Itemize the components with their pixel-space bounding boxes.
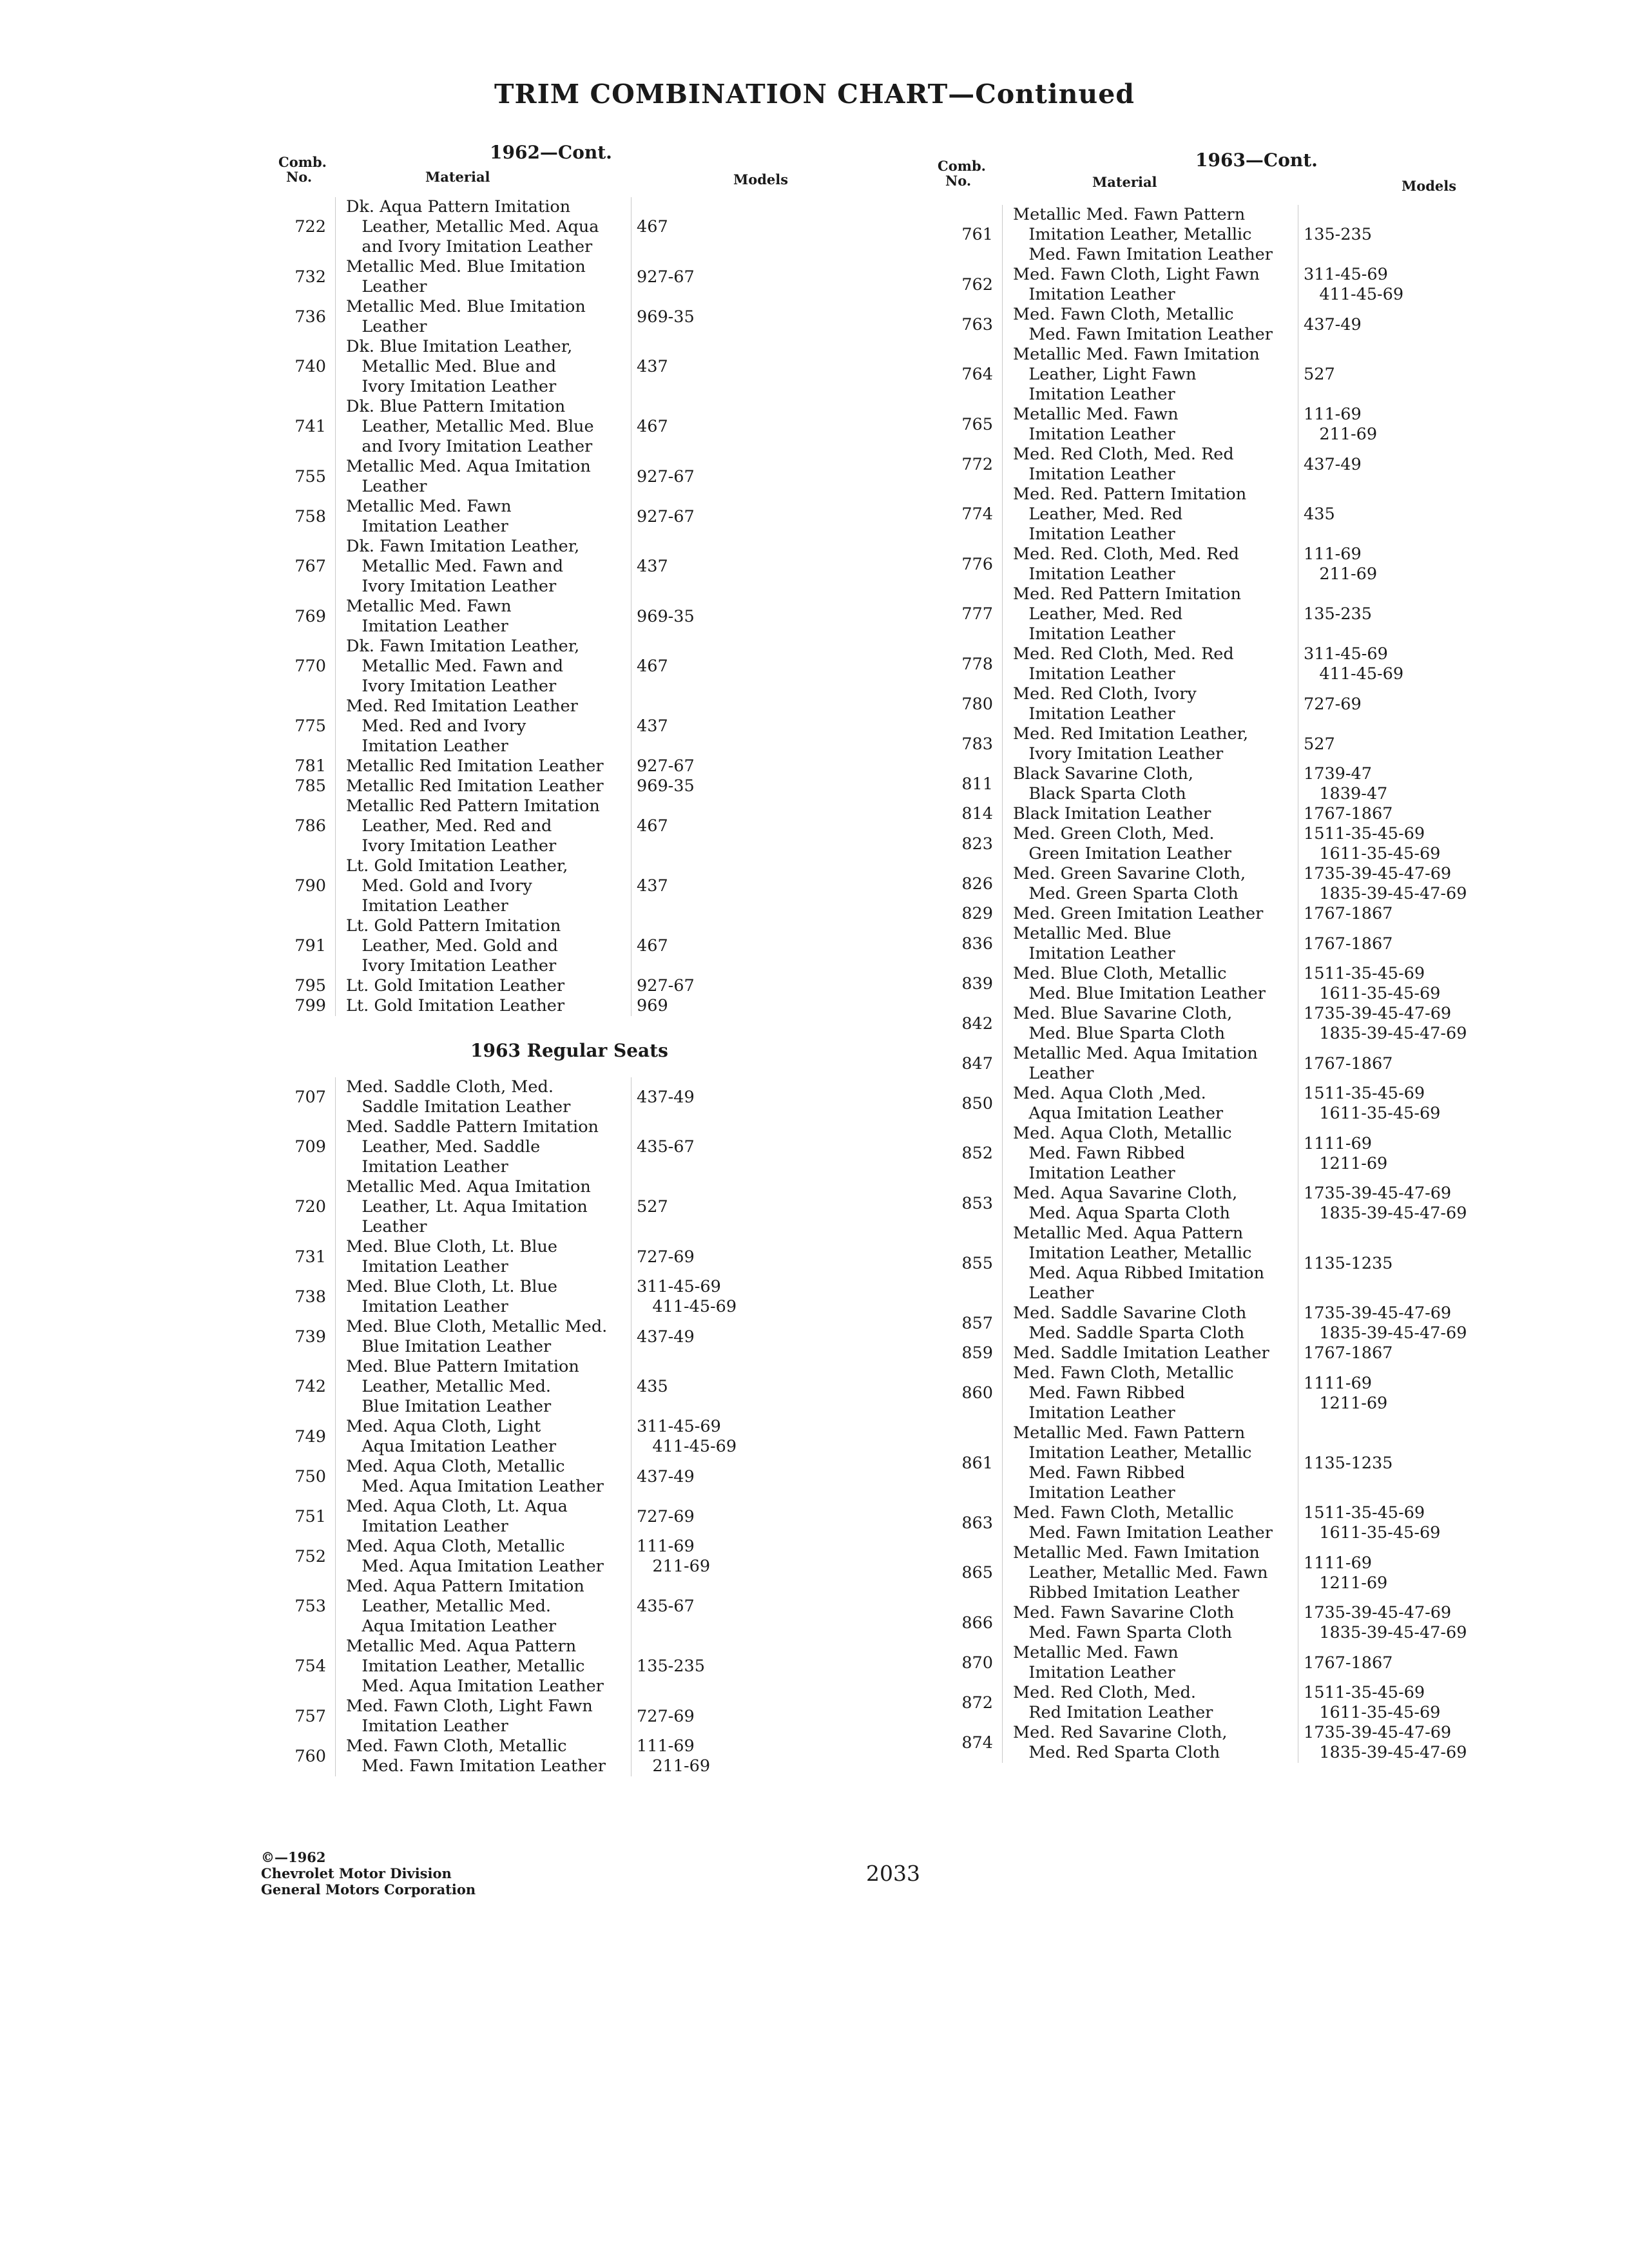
table-row (271, 1277, 863, 1317)
models-cell: 1135-1235 (1304, 1253, 1393, 1273)
comb-number: 763 (961, 314, 993, 334)
comb-number: 709 (294, 1137, 326, 1157)
comb-number: 767 (294, 557, 326, 576)
comb-number: 754 (294, 1657, 326, 1676)
material-cell: Dk. Aqua Pattern Imitation Leather, Metallic Med. Aqua and Ivory Imitation Leather (335, 197, 631, 257)
models-cell: 437-49 (637, 1466, 695, 1486)
material-cell: Metallic Med. Aqua Imitation Leather, Lt. Aqua Imitation Leather (335, 1177, 631, 1237)
models-cell: 927-67 (637, 756, 695, 776)
material-cell: Dk. Fawn Imitation Leather, Metallic Med. Fawn and Ivory Imitation Leather (335, 537, 631, 597)
comb-number: 780 (961, 694, 993, 714)
table-row (938, 824, 1530, 864)
table-row (938, 544, 1530, 584)
comb-no-header (278, 155, 375, 184)
models-cell: 727-69 (1304, 694, 1362, 714)
table-row (938, 1363, 1530, 1423)
material-cell: Metallic Med. Blue Imitation Leather (335, 297, 631, 337)
comb-number: 758 (294, 506, 326, 526)
table-row (271, 1736, 863, 1776)
material-cell: Med. Aqua Cloth, Metallic Med. Aqua Imitation Leather (335, 1457, 631, 1497)
models-cell: 135-235 (1304, 225, 1372, 244)
table-row (271, 1237, 863, 1277)
page-number: 2033 (866, 1861, 920, 1886)
material-cell: Black Savarine Cloth, Black Sparta Cloth (1002, 764, 1298, 804)
models-cell: 969 (637, 996, 668, 1015)
material-cell: Dk. Fawn Imitation Leather, Metallic Med. Fawn and Ivory Imitation Leather (335, 637, 631, 697)
comb-number: 786 (294, 816, 326, 836)
material-cell: Med. Aqua Cloth, Light Aqua Imitation Leather (335, 1417, 631, 1457)
trim-table-1962 (271, 197, 863, 1016)
material-cell: Med. Red Imitation Leather, Ivory Imitation Leather (1002, 724, 1298, 764)
table-row (271, 697, 863, 756)
comb-number: 732 (294, 267, 326, 287)
table-row (271, 1696, 863, 1736)
material-cell: Metallic Med. Aqua Pattern Imitation Leather, Metallic Med. Aqua Imitation Leather (335, 1637, 631, 1696)
models-cell: 1511-35-45-69 1611-35-45-69 (1304, 1683, 1441, 1722)
models-cell: 1511-35-45-69 1611-35-45-69 (1304, 1503, 1441, 1542)
models-cell: 1511-35-45-69 1611-35-45-69 (1304, 824, 1441, 863)
table-row (938, 1044, 1530, 1084)
table-row (938, 445, 1530, 485)
models-cell: 1135-1235 (1304, 1453, 1393, 1473)
material-cell: Metallic Med. Aqua Imitation Leather (1002, 1044, 1298, 1084)
table-row (271, 597, 863, 637)
models-cell: 927-67 (637, 506, 695, 526)
comb-number: 855 (961, 1253, 993, 1273)
comb-number: 750 (294, 1466, 326, 1486)
table-row (938, 1124, 1530, 1184)
models-cell: 1111-69 1211-69 (1304, 1133, 1388, 1173)
table-row (271, 1117, 863, 1177)
table-row (938, 1543, 1530, 1603)
comb-number: 799 (294, 996, 326, 1015)
models-cell: 135-235 (637, 1657, 705, 1676)
comb-number: 842 (961, 1014, 993, 1033)
material-cell: Metallic Med. Fawn Imitation Leather (335, 597, 631, 637)
table-row (938, 305, 1530, 345)
table-row (271, 1357, 863, 1417)
models-cell: 727-69 (637, 1247, 695, 1267)
comb-number: 811 (961, 774, 993, 794)
table-row (271, 996, 863, 1016)
material-cell: Metallic Med. Fawn Imitation Leather (335, 497, 631, 537)
comb-number: 769 (294, 606, 326, 626)
table-row (271, 776, 863, 796)
table-row (271, 1497, 863, 1537)
comb-number: 751 (294, 1506, 326, 1526)
models-cell: 467 (637, 936, 668, 956)
material-cell: Med. Red Cloth, Med. Red Imitation Leather (1002, 644, 1298, 684)
comb-number: 761 (961, 225, 993, 244)
material-cell: Med. Red Savarine Cloth, Med. Red Sparta Cloth (1002, 1723, 1298, 1763)
models-cell: 1111-69 1211-69 (1304, 1553, 1388, 1593)
material-cell: Metallic Med. Fawn Imitation Leather, Light Fawn Imitation Leather (1002, 345, 1298, 405)
models-cell: 111-69 211-69 (637, 1736, 711, 1776)
table-row (938, 265, 1530, 305)
material-cell: Lt. Gold Pattern Imitation Leather, Med. Gold and Ivory Imitation Leather (335, 916, 631, 976)
material-cell: Med. Fawn Cloth, Metallic Med. Fawn Imitation Leather (1002, 1503, 1298, 1543)
table-row (938, 924, 1530, 964)
comb-number: 826 (961, 874, 993, 894)
models-cell: 1735-39-45-47-69 1835-39-45-47-69 (1304, 864, 1467, 903)
material-cell: Med. Aqua Cloth ,Med. Aqua Imitation Leather (1002, 1084, 1298, 1124)
models-cell: 727-69 (637, 1706, 695, 1726)
material-cell: Med. Fawn Savarine Cloth Med. Fawn Sparta Cloth (1002, 1603, 1298, 1643)
copyright-block (261, 1849, 476, 1898)
table-row (938, 1503, 1530, 1543)
material-cell: Metallic Med. Aqua Imitation Leather (335, 457, 631, 497)
table-row (938, 1343, 1530, 1363)
comb-number: 795 (294, 976, 326, 995)
material-cell: Med. Aqua Cloth, Metallic Med. Aqua Imitation Leather (335, 1537, 631, 1577)
table-row (271, 1577, 863, 1637)
comb-number: 778 (961, 654, 993, 674)
table-row (938, 1004, 1530, 1044)
models-cell: 969-35 (637, 606, 695, 626)
models-cell: 1767-1867 (1304, 1053, 1393, 1073)
material-cell: Med. Blue Pattern Imitation Leather, Metallic Med. Blue Imitation Leather (335, 1357, 631, 1417)
comb-number: 731 (294, 1247, 326, 1267)
material-cell: Metallic Red Imitation Leather (335, 756, 631, 776)
material-cell: Med. Fawn Cloth, Metallic Med. Fawn Ribbed Imitation Leather (1002, 1363, 1298, 1423)
models-cell: 1735-39-45-47-69 1835-39-45-47-69 (1304, 1004, 1467, 1043)
models-cell: 1767-1867 (1304, 1653, 1393, 1673)
table-row (938, 485, 1530, 544)
table-row (271, 1637, 863, 1696)
comb-number: 863 (961, 1513, 993, 1533)
no-header: No. (945, 173, 972, 189)
table-row (271, 1317, 863, 1357)
models-cell: 527 (1304, 734, 1335, 754)
comb-number: 757 (294, 1706, 326, 1726)
table-row (271, 337, 863, 397)
models-cell: 1735-39-45-47-69 1835-39-45-47-69 (1304, 1184, 1467, 1223)
material-cell: Med. Green Cloth, Med. Green Imitation Leather (1002, 824, 1298, 864)
models-cell: 1739-47 1839-47 (1304, 764, 1388, 803)
table-row (938, 1423, 1530, 1503)
models-cell: 1735-39-45-47-69 1835-39-45-47-69 (1304, 1603, 1467, 1642)
comb-number: 790 (294, 876, 326, 896)
material-cell: Metallic Med. Blue Imitation Leather (1002, 924, 1298, 964)
material-cell: Lt. Gold Imitation Leather, Med. Gold and Ivory Imitation Leather (335, 856, 631, 916)
models-cell: 527 (1304, 365, 1335, 384)
table-row (271, 537, 863, 597)
material-cell: Med. Blue Cloth, Lt. Blue Imitation Leather (335, 1277, 631, 1317)
table-row (271, 637, 863, 697)
table-row (271, 916, 863, 976)
comb-number: 776 (961, 554, 993, 574)
models-cell: 1767-1867 (1304, 804, 1393, 823)
table-row (271, 1537, 863, 1577)
material-cell: Med. Red Cloth, Ivory Imitation Leather (1002, 684, 1298, 724)
material-cell: Metallic Red Imitation Leather (335, 776, 631, 796)
material-cell: Med. Red. Pattern Imitation Leather, Med. Red Imitation Leather (1002, 485, 1298, 544)
table-row (271, 497, 863, 537)
table-row (938, 205, 1530, 265)
material-cell: Metallic Med. Fawn Imitation Leather (1002, 1643, 1298, 1683)
year-header: 1963—Cont. (1195, 149, 1318, 171)
comb-number: 755 (294, 466, 326, 486)
models-cell: 311-45-69 411-45-69 (637, 1277, 737, 1316)
table-row (938, 1084, 1530, 1124)
table-row (938, 584, 1530, 644)
models-cell: 1767-1867 (1304, 934, 1393, 954)
comb-number: 775 (294, 716, 326, 736)
comb-number: 722 (294, 217, 326, 236)
material-cell: Black Imitation Leather (1002, 804, 1298, 824)
table-row (271, 1417, 863, 1457)
material-cell: Med. Fawn Cloth, Metallic Med. Fawn Imitation Leather (335, 1736, 631, 1776)
table-row (938, 1643, 1530, 1683)
models-cell: 1735-39-45-47-69 1835-39-45-47-69 (1304, 1303, 1467, 1343)
material-cell: Med. Saddle Savarine Cloth Med. Saddle Sparta Cloth (1002, 1303, 1298, 1343)
models-cell: 435-67 (637, 1137, 695, 1157)
models-cell: 111-69 211-69 (1304, 544, 1378, 584)
publisher-division: Chevrolet Motor Division (261, 1865, 452, 1881)
table-row (938, 764, 1530, 804)
models-cell: 435 (637, 1377, 668, 1396)
comb-number: 707 (294, 1087, 326, 1107)
material-cell: Metallic Red Pattern Imitation Leather, Med. Red and Ivory Imitation Leather (335, 796, 631, 856)
table-row (271, 756, 863, 776)
models-cell: 437 (637, 357, 668, 376)
models-cell: 969-35 (637, 307, 695, 327)
publisher-corporation: General Motors Corporation (261, 1881, 476, 1898)
comb-no-header (938, 159, 1034, 188)
comb-header: Comb. (278, 154, 327, 170)
models-cell: 927-67 (637, 267, 695, 287)
comb-number: 823 (961, 834, 993, 854)
table-row (271, 297, 863, 337)
table-row (938, 904, 1530, 924)
material-cell: Med. Green Savarine Cloth, Med. Green Sparta Cloth (1002, 864, 1298, 904)
models-cell: 437-49 (1304, 454, 1362, 474)
trim-table-1963-regular (271, 1077, 863, 1776)
models-cell: 311-45-69 411-45-69 (637, 1417, 737, 1456)
models-cell: 467 (637, 217, 668, 236)
comb-number: 847 (961, 1053, 993, 1073)
models-cell: 969-35 (637, 776, 695, 796)
models-cell: 111-69 211-69 (637, 1537, 711, 1576)
comb-number: 791 (294, 936, 326, 956)
table-row (271, 197, 863, 257)
table-row (938, 1184, 1530, 1224)
models-cell: 437 (637, 557, 668, 576)
comb-number: 770 (294, 657, 326, 676)
models-cell: 527 (637, 1197, 668, 1216)
page-title: TRIM COMBINATION CHART—Continued (494, 79, 1135, 110)
material-cell: Med. Red. Cloth, Med. Red Imitation Leather (1002, 544, 1298, 584)
models-cell: 135-235 (1304, 604, 1372, 624)
material-cell: Med. Fawn Cloth, Light Fawn Imitation Leather (335, 1696, 631, 1736)
models-cell: 1111-69 1211-69 (1304, 1373, 1388, 1413)
table-row (938, 644, 1530, 684)
comb-number: 720 (294, 1197, 326, 1216)
trim-table-1963-cont (938, 205, 1530, 1763)
comb-number: 836 (961, 934, 993, 954)
comb-number: 872 (961, 1693, 993, 1713)
models-cell: 927-67 (637, 466, 695, 486)
material-cell: Lt. Gold Imitation Leather (335, 976, 631, 996)
table-row (938, 1224, 1530, 1303)
comb-number: 861 (961, 1453, 993, 1473)
material-cell: Lt. Gold Imitation Leather (335, 996, 631, 1016)
material-header: Material (425, 169, 490, 185)
material-cell: Metallic Med. Fawn Pattern Imitation Leather, Metallic Med. Fawn Ribbed Imitation Leather (1002, 1423, 1298, 1503)
comb-number: 829 (961, 904, 993, 923)
comb-number: 739 (294, 1327, 326, 1347)
models-cell: 437-49 (637, 1327, 695, 1347)
table-row (938, 1303, 1530, 1343)
models-cell: 435-67 (637, 1597, 695, 1616)
material-cell: Med. Blue Savarine Cloth, Med. Blue Sparta Cloth (1002, 1004, 1298, 1044)
material-cell: Med. Red Pattern Imitation Leather, Med. Red Imitation Leather (1002, 584, 1298, 644)
table-row (271, 796, 863, 856)
material-cell: Metallic Med. Blue Imitation Leather (335, 257, 631, 297)
models-cell: 1511-35-45-69 1611-35-45-69 (1304, 964, 1441, 1003)
comb-number: 814 (961, 804, 993, 823)
table-row (938, 864, 1530, 904)
table-row (938, 1603, 1530, 1643)
models-cell: 1767-1867 (1304, 904, 1393, 923)
comb-number: 764 (961, 365, 993, 384)
comb-number: 850 (961, 1093, 993, 1113)
comb-number: 736 (294, 307, 326, 327)
table-row (271, 1077, 863, 1117)
comb-number: 783 (961, 734, 993, 754)
comb-number: 742 (294, 1377, 326, 1396)
comb-number: 857 (961, 1313, 993, 1333)
comb-number: 765 (961, 414, 993, 434)
models-header: Models (1402, 178, 1457, 194)
models-cell: 467 (637, 816, 668, 836)
models-cell: 1511-35-45-69 1611-35-45-69 (1304, 1084, 1441, 1123)
models-header: Models (733, 171, 789, 187)
models-cell: 437 (637, 876, 668, 896)
table-row (938, 1683, 1530, 1723)
material-cell: Dk. Blue Imitation Leather, Metallic Med. Blue and Ivory Imitation Leather (335, 337, 631, 397)
material-cell: Med. Fawn Cloth, Light Fawn Imitation Leather (1002, 265, 1298, 305)
models-cell: 435 (1304, 505, 1335, 524)
comb-number: 772 (961, 454, 993, 474)
table-row (938, 405, 1530, 445)
table-row (938, 1723, 1530, 1763)
table-row (271, 1177, 863, 1237)
comb-number: 860 (961, 1383, 993, 1403)
material-cell: Med. Saddle Pattern Imitation Leather, Med. Saddle Imitation Leather (335, 1117, 631, 1177)
models-cell: 1767-1867 (1304, 1343, 1393, 1363)
comb-number: 741 (294, 417, 326, 436)
comb-number: 859 (961, 1343, 993, 1363)
models-cell: 467 (637, 417, 668, 436)
comb-number: 865 (961, 1563, 993, 1582)
models-cell: 467 (637, 657, 668, 676)
comb-number: 839 (961, 974, 993, 994)
comb-number: 781 (294, 756, 326, 776)
models-cell: 437-49 (637, 1087, 695, 1107)
comb-number: 738 (294, 1287, 326, 1307)
models-cell: 111-69 211-69 (1304, 405, 1378, 444)
comb-number: 777 (961, 604, 993, 624)
models-cell: 311-45-69 411-45-69 (1304, 265, 1404, 304)
models-cell: 437-49 (1304, 314, 1362, 334)
comb-number: 762 (961, 274, 993, 294)
material-cell: Med. Saddle Imitation Leather (1002, 1343, 1298, 1363)
models-cell: 927-67 (637, 976, 695, 995)
material-cell: Med. Fawn Cloth, Metallic Med. Fawn Imitation Leather (1002, 305, 1298, 345)
table-row (271, 397, 863, 457)
table-row (271, 976, 863, 996)
material-cell: Med. Aqua Cloth, Metallic Med. Fawn Ribbed Imitation Leather (1002, 1124, 1298, 1184)
material-cell: Med. Aqua Pattern Imitation Leather, Metallic Med. Aqua Imitation Leather (335, 1577, 631, 1637)
material-header: Material (1092, 174, 1157, 190)
copyright: ©—1962 (261, 1849, 326, 1865)
table-row (938, 804, 1530, 824)
comb-number: 760 (294, 1746, 326, 1766)
table-row (938, 964, 1530, 1004)
comb-number: 852 (961, 1144, 993, 1163)
models-cell: 1735-39-45-47-69 1835-39-45-47-69 (1304, 1723, 1467, 1762)
comb-number: 874 (961, 1733, 993, 1753)
material-cell: Dk. Blue Pattern Imitation Leather, Metallic Med. Blue and Ivory Imitation Leather (335, 397, 631, 457)
material-cell: Med. Red Cloth, Med. Red Imitation Leather (1002, 1683, 1298, 1723)
material-cell: Metallic Med. Fawn Pattern Imitation Leather, Metallic Med. Fawn Imitation Leather (1002, 205, 1298, 265)
models-cell: 727-69 (637, 1506, 695, 1526)
comb-number: 752 (294, 1546, 326, 1566)
table-row (938, 724, 1530, 764)
comb-number: 740 (294, 357, 326, 376)
material-cell: Med. Red Imitation Leather Med. Red and Ivory Imitation Leather (335, 697, 631, 756)
material-cell: Med. Aqua Cloth, Lt. Aqua Imitation Leather (335, 1497, 631, 1537)
table-row (271, 856, 863, 916)
comb-number: 866 (961, 1613, 993, 1633)
table-row (938, 684, 1530, 724)
models-cell: 311-45-69 411-45-69 (1304, 644, 1404, 684)
material-cell: Med. Aqua Savarine Cloth, Med. Aqua Sparta Cloth (1002, 1184, 1298, 1224)
material-cell: Metallic Med. Fawn Imitation Leather, Metallic Med. Fawn Ribbed Imitation Leather (1002, 1543, 1298, 1603)
comb-number: 870 (961, 1653, 993, 1673)
material-cell: Med. Green Imitation Leather (1002, 904, 1298, 924)
material-cell: Med. Blue Cloth, Metallic Med. Blue Imitation Leather (1002, 964, 1298, 1004)
comb-number: 774 (961, 505, 993, 524)
table-row (271, 457, 863, 497)
year-header: 1962—Cont. (490, 142, 612, 163)
material-cell: Med. Blue Cloth, Lt. Blue Imitation Leather (335, 1237, 631, 1277)
material-cell: Metallic Med. Aqua Pattern Imitation Leather, Metallic Med. Aqua Ribbed Imitation Leather (1002, 1224, 1298, 1303)
material-cell: Med. Blue Cloth, Metallic Med. Blue Imitation Leather (335, 1317, 631, 1357)
comb-header: Comb. (938, 158, 986, 174)
comb-number: 785 (294, 776, 326, 796)
material-cell: Metallic Med. Fawn Imitation Leather (1002, 405, 1298, 445)
comb-number: 749 (294, 1427, 326, 1446)
table-row (271, 257, 863, 297)
no-header: No. (286, 169, 313, 185)
material-cell: Med. Red Cloth, Med. Red Imitation Leather (1002, 445, 1298, 485)
table-row (938, 345, 1530, 405)
table-row (271, 1457, 863, 1497)
comb-number: 753 (294, 1597, 326, 1616)
section-title: 1963 Regular Seats (470, 1040, 668, 1061)
material-cell: Med. Saddle Cloth, Med. Saddle Imitation Leather (335, 1077, 631, 1117)
comb-number: 853 (961, 1193, 993, 1213)
models-cell: 437 (637, 716, 668, 736)
